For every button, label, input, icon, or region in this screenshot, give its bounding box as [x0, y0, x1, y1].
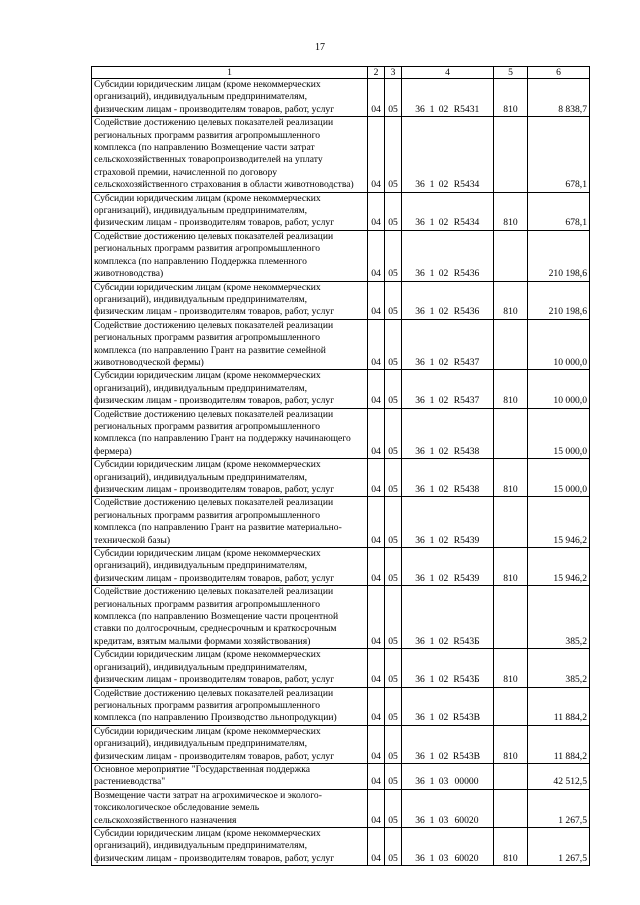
- row-description: [92, 763, 368, 789]
- description-line: страховой премии, начисленной по договору: [94, 166, 278, 178]
- description-line: организаций), индивидуальным предпринимателям,: [94, 471, 307, 483]
- target-article-part: R543Б: [453, 674, 480, 686]
- target-article-part: 02: [438, 268, 449, 280]
- target-article-code: [402, 548, 494, 586]
- target-article-part: 60020: [454, 852, 479, 864]
- subsection-code: 05: [385, 687, 402, 725]
- description-line: организаций), индивидуальным предпринимателям,: [94, 91, 307, 103]
- target-article-part: 02: [438, 712, 449, 724]
- description-line: организаций), индивидуальным предпринимателям,: [94, 738, 307, 750]
- description-line: Содействие достижению целевых показателей реализации: [94, 687, 334, 699]
- target-article-part: R5434: [453, 217, 480, 229]
- target-article-part: 36: [415, 356, 425, 368]
- amount: 1 267,5: [528, 827, 590, 865]
- subsection-code: 05: [385, 649, 402, 687]
- target-article-part: R5439: [453, 572, 480, 584]
- target-article-code: [402, 497, 494, 548]
- description-line: физическим лицам - производителям товаров, работ, услуг: [94, 217, 335, 229]
- description-line: региональных программ развития агропромышленного: [94, 509, 321, 521]
- amount: 11 884,2: [528, 687, 590, 725]
- description-line: Субсидии юридическим лицам (кроме некоммерческих: [94, 192, 321, 204]
- description-line: кредитам, взятым малыми формами хозяйствования): [94, 635, 311, 647]
- expense-type-code: 810: [494, 548, 528, 586]
- description-line: Субсидии юридическим лицам (кроме некоммерческих: [94, 649, 321, 661]
- target-article-part: 36: [415, 776, 425, 788]
- description-line: комплекса (по направлению Возмещение части затрат: [94, 142, 315, 154]
- description-line: организаций), индивидуальным предпринимателям,: [94, 840, 307, 852]
- section-code: 04: [368, 281, 385, 319]
- target-article-part: 02: [438, 572, 449, 584]
- target-article-part: R5436: [453, 306, 480, 318]
- target-article-part: 1: [429, 534, 435, 546]
- table-row: [92, 497, 590, 548]
- description-line: Субсидии юридическим лицам (кроме некоммерческих: [94, 459, 321, 471]
- subsection-code: 05: [385, 586, 402, 649]
- page-number: 17: [315, 42, 325, 53]
- expense-type-code: 810: [494, 459, 528, 497]
- target-article-part: R5434: [453, 179, 480, 191]
- target-article-code: [402, 192, 494, 230]
- description-line: Субсидии юридическим лицам (кроме некоммерческих: [94, 79, 321, 90]
- description-line: комплекса (по направлению Производство льнопродукции): [94, 712, 337, 724]
- amount: 15 946,2: [528, 548, 590, 586]
- subsection-code: 05: [385, 827, 402, 865]
- description-line: региональных программ развития агропромышленного: [94, 699, 321, 711]
- amount: 678,1: [528, 117, 590, 192]
- subsection-code: 05: [385, 79, 402, 117]
- target-article-code: [402, 725, 494, 763]
- target-article-part: 03: [438, 776, 449, 788]
- amount: 10 000,0: [528, 370, 590, 408]
- section-code: 04: [368, 789, 385, 827]
- expense-type-code: 810: [494, 725, 528, 763]
- target-article-code: [402, 370, 494, 408]
- target-article-part: 1: [429, 268, 435, 280]
- description-line: организаций), индивидуальным предпринимателям,: [94, 560, 307, 572]
- row-description: [92, 117, 368, 192]
- description-line: Содействие достижению целевых показателей реализации: [94, 319, 334, 331]
- target-article-part: 02: [438, 179, 449, 191]
- description-line: Содействие достижению целевых показателей реализации: [94, 497, 334, 509]
- description-line: региональных программ развития агропромышленного: [94, 243, 321, 255]
- header-cell: 5: [494, 67, 528, 79]
- section-code: 04: [368, 586, 385, 649]
- section-code: 04: [368, 79, 385, 117]
- description-line: организаций), индивидуальным предпринимателям,: [94, 293, 307, 305]
- description-line: физическим лицам - производителям товаров, работ, услуг: [94, 674, 335, 686]
- description-line: Субсидии юридическим лицам (кроме некоммерческих: [94, 827, 321, 839]
- target-article-part: 1: [429, 306, 435, 318]
- expense-type-code: [494, 789, 528, 827]
- target-article-part: 00000: [454, 776, 479, 788]
- table-row: [92, 586, 590, 649]
- row-description: [92, 586, 368, 649]
- row-description: [92, 408, 368, 459]
- target-article-part: 36: [415, 674, 425, 686]
- subsection-code: 05: [385, 281, 402, 319]
- header-cell: 3: [385, 67, 402, 79]
- expense-type-code: [494, 408, 528, 459]
- expense-type-code: [494, 497, 528, 548]
- description-line: Содействие достижению целевых показателей реализации: [94, 117, 334, 129]
- section-code: 04: [368, 319, 385, 370]
- description-line: физическим лицам - производителям товаров, работ, услуг: [94, 395, 335, 407]
- header-row: [92, 67, 590, 79]
- header-cell: 4: [402, 67, 494, 79]
- expense-type-code: 810: [494, 649, 528, 687]
- section-code: 04: [368, 497, 385, 548]
- subsection-code: 05: [385, 370, 402, 408]
- target-article-part: 36: [415, 445, 425, 457]
- description-line: технической базы): [94, 534, 171, 546]
- description-line: фермера): [94, 445, 132, 457]
- target-article-part: 36: [415, 179, 425, 191]
- description-line: животноводческой фермы): [94, 356, 204, 368]
- target-article-part: 1: [429, 674, 435, 686]
- target-article-part: 36: [415, 572, 425, 584]
- target-article-part: 02: [438, 534, 449, 546]
- subsection-code: 05: [385, 117, 402, 192]
- description-line: Содействие достижению целевых показателей реализации: [94, 408, 334, 420]
- table-row: [92, 548, 590, 586]
- target-article-part: 1: [429, 635, 435, 647]
- target-article-part: R543В: [452, 750, 481, 762]
- subsection-code: 05: [385, 459, 402, 497]
- target-article-part: 1: [429, 445, 435, 457]
- target-article-code: [402, 789, 494, 827]
- description-line: региональных программ развития агропромышленного: [94, 420, 321, 432]
- row-description: [92, 192, 368, 230]
- target-article-part: 1: [429, 572, 435, 584]
- target-article-part: 1: [429, 103, 435, 115]
- target-article-part: 36: [415, 268, 425, 280]
- description-line: Субсидии юридическим лицам (кроме некоммерческих: [94, 725, 321, 737]
- target-article-part: 02: [438, 674, 449, 686]
- target-article-part: 1: [429, 217, 435, 229]
- section-code: 04: [368, 230, 385, 281]
- description-line: физическим лицам - производителям товаров, работ, услуг: [94, 750, 335, 762]
- table-row: [92, 319, 590, 370]
- row-description: [92, 370, 368, 408]
- subsection-code: 05: [385, 192, 402, 230]
- amount: 385,2: [528, 649, 590, 687]
- target-article-part: 02: [438, 356, 449, 368]
- target-article-part: 1: [429, 484, 435, 495]
- expense-type-code: 810: [494, 281, 528, 319]
- amount: 42 512,5: [528, 763, 590, 789]
- target-article-part: 1: [429, 750, 435, 762]
- target-article-part: 1: [429, 852, 435, 864]
- target-article-part: R543Б: [453, 635, 480, 647]
- subsection-code: 05: [385, 789, 402, 827]
- amount: 10 000,0: [528, 319, 590, 370]
- table-row: [92, 827, 590, 865]
- amount: 15 000,0: [528, 459, 590, 497]
- target-article-part: R5438: [453, 445, 480, 457]
- expense-type-code: [494, 230, 528, 281]
- budget-table: [91, 66, 590, 866]
- subsection-code: 05: [385, 408, 402, 459]
- description-line: региональных программ развития агропромышленного: [94, 129, 321, 141]
- target-article-code: [402, 649, 494, 687]
- subsection-code: 05: [385, 725, 402, 763]
- row-description: [92, 649, 368, 687]
- amount: 1 267,5: [528, 789, 590, 827]
- header-cell: 6: [528, 67, 590, 79]
- section-code: 04: [368, 725, 385, 763]
- target-article-part: 02: [438, 103, 449, 115]
- table-row: [92, 789, 590, 827]
- target-article-part: 02: [438, 445, 449, 457]
- target-article-part: 36: [415, 814, 425, 826]
- row-description: [92, 497, 368, 548]
- expense-type-code: [494, 117, 528, 192]
- description-line: Возмещение части затрат на агрохимическое и эколого-: [94, 789, 322, 801]
- amount: 678,1: [528, 192, 590, 230]
- description-line: физическим лицам - производителям товаров, работ, услуг: [94, 306, 335, 318]
- subsection-code: 05: [385, 497, 402, 548]
- amount: 15 000,0: [528, 408, 590, 459]
- description-line: Основное мероприятие "Государственная поддержка: [94, 763, 311, 775]
- row-description: [92, 687, 368, 725]
- table-row: [92, 687, 590, 725]
- target-article-part: 36: [415, 534, 425, 546]
- target-article-part: 36: [415, 306, 425, 318]
- description-line: Субсидии юридическим лицам (кроме некоммерческих: [94, 548, 321, 560]
- description-line: Субсидии юридическим лицам (кроме некоммерческих: [94, 370, 321, 382]
- row-description: [92, 319, 368, 370]
- description-line: организаций), индивидуальным предпринимателям,: [94, 205, 307, 217]
- target-article-code: [402, 687, 494, 725]
- header-cell: 1: [92, 67, 368, 79]
- target-article-part: R5437: [453, 395, 480, 407]
- description-line: региональных программ развития агропромышленного: [94, 598, 321, 610]
- target-article-part: 36: [415, 484, 425, 495]
- target-article-part: 36: [415, 852, 425, 864]
- section-code: 04: [368, 548, 385, 586]
- amount: 210 198,6: [528, 230, 590, 281]
- table-body: [92, 79, 590, 866]
- section-code: 04: [368, 827, 385, 865]
- expense-type-code: 810: [494, 192, 528, 230]
- amount: 210 198,6: [528, 281, 590, 319]
- target-article-part: 02: [438, 217, 449, 229]
- target-article-code: [402, 459, 494, 497]
- amount: 15 946,2: [528, 497, 590, 548]
- subsection-code: 05: [385, 319, 402, 370]
- table-row: [92, 649, 590, 687]
- target-article-part: 1: [429, 814, 435, 826]
- section-code: 04: [368, 687, 385, 725]
- expense-type-code: [494, 319, 528, 370]
- target-article-part: 36: [415, 217, 425, 229]
- description-line: комплекса (по направлению Поддержка племенного: [94, 255, 307, 267]
- target-article-code: [402, 117, 494, 192]
- target-article-part: 02: [438, 306, 449, 318]
- target-article-part: 36: [415, 635, 425, 647]
- description-line: физическим лицам - производителям товаров, работ, услуг: [94, 103, 335, 115]
- section-code: 04: [368, 649, 385, 687]
- table-row: [92, 117, 590, 192]
- table-row: [92, 79, 590, 117]
- target-article-part: 36: [415, 103, 425, 115]
- description-line: физическим лицам - производителям товаров, работ, услуг: [94, 484, 335, 495]
- description-line: организаций), индивидуальным предпринимателям,: [94, 382, 307, 394]
- target-article-code: [402, 827, 494, 865]
- row-description: [92, 459, 368, 497]
- target-article-part: 1: [429, 179, 435, 191]
- description-line: комплекса (по направлению Возмещение части процентной: [94, 611, 339, 623]
- target-article-part: 03: [438, 814, 449, 826]
- expense-type-code: [494, 687, 528, 725]
- expense-type-code: 810: [494, 370, 528, 408]
- row-description: [92, 725, 368, 763]
- target-article-part: 1: [429, 776, 435, 788]
- section-code: 04: [368, 192, 385, 230]
- description-line: комплекса (по направлению Грант на развитие материально-: [94, 522, 342, 534]
- amount: 11 884,2: [528, 725, 590, 763]
- amount: 385,2: [528, 586, 590, 649]
- amount: 8 838,7: [528, 79, 590, 117]
- row-description: [92, 281, 368, 319]
- row-description: [92, 230, 368, 281]
- target-article-code: [402, 763, 494, 789]
- target-article-part: R5436: [453, 268, 480, 280]
- expense-type-code: [494, 763, 528, 789]
- target-article-code: [402, 408, 494, 459]
- header-cell: 2: [368, 67, 385, 79]
- section-code: 04: [368, 763, 385, 789]
- target-article-code: [402, 586, 494, 649]
- description-line: сельскохозяйственного назначения: [94, 814, 237, 826]
- target-article-part: 36: [415, 395, 425, 407]
- target-article-part: R5431: [453, 103, 480, 115]
- row-description: [92, 548, 368, 586]
- subsection-code: 05: [385, 230, 402, 281]
- row-description: [92, 827, 368, 865]
- description-line: токсикологическое обследование земель: [94, 802, 260, 814]
- target-article-code: [402, 319, 494, 370]
- description-line: физическим лицам - производителям товаров, работ, услуг: [94, 572, 335, 584]
- table-row: [92, 370, 590, 408]
- target-article-part: R5438: [453, 484, 480, 495]
- target-article-code: [402, 281, 494, 319]
- target-article-part: R5437: [453, 356, 480, 368]
- section-code: 04: [368, 370, 385, 408]
- description-line: Субсидии юридическим лицам (кроме некоммерческих: [94, 281, 321, 293]
- expense-type-code: [494, 586, 528, 649]
- description-line: комплекса (по направлению Грант на развитие семейной: [94, 344, 326, 356]
- description-line: организаций), индивидуальным предпринимателям,: [94, 661, 307, 673]
- table-row: [92, 281, 590, 319]
- target-article-part: 02: [438, 750, 449, 762]
- target-article-part: 60020: [454, 814, 479, 826]
- target-article-part: 03: [438, 852, 449, 864]
- table-row: [92, 763, 590, 789]
- target-article-code: [402, 79, 494, 117]
- target-article-part: 02: [438, 395, 449, 407]
- description-line: региональных программ развития агропромышленного: [94, 332, 321, 344]
- description-line: сельскохозяйственного страхования в области животноводства): [94, 179, 354, 191]
- row-description: [92, 79, 368, 117]
- description-line: Содействие достижению целевых показателей реализации: [94, 586, 334, 598]
- description-line: физическим лицам - производителям товаров, работ, услуг: [94, 852, 335, 864]
- target-article-part: 36: [415, 712, 425, 724]
- description-line: животноводства): [94, 268, 164, 280]
- subsection-code: 05: [385, 763, 402, 789]
- target-article-part: R543В: [452, 712, 481, 724]
- table-row: [92, 230, 590, 281]
- table-row: [92, 459, 590, 497]
- section-code: 04: [368, 117, 385, 192]
- target-article-part: 1: [429, 712, 435, 724]
- section-code: 04: [368, 459, 385, 497]
- target-article-part: 02: [438, 635, 449, 647]
- description-line: сельскохозяйственных товаропроизводителей на уплату: [94, 154, 323, 166]
- description-line: комплекса (по направлению Грант на поддержку начинающего: [94, 433, 351, 445]
- row-description: [92, 789, 368, 827]
- target-article-code: [402, 230, 494, 281]
- expense-type-code: 810: [494, 79, 528, 117]
- target-article-part: 1: [429, 356, 435, 368]
- description-line: Содействие достижению целевых показателей реализации: [94, 230, 334, 242]
- expense-type-code: 810: [494, 827, 528, 865]
- description-line: растениеводства": [94, 776, 166, 788]
- description-line: ставки по долгосрочным, среднесрочным и краткосрочным: [94, 623, 337, 635]
- table-row: [92, 408, 590, 459]
- section-code: 04: [368, 408, 385, 459]
- target-article-part: 36: [415, 750, 425, 762]
- table-row: [92, 725, 590, 763]
- table-row: [92, 192, 590, 230]
- target-article-part: 02: [438, 484, 449, 495]
- target-article-part: 1: [429, 395, 435, 407]
- target-article-part: R5439: [453, 534, 480, 546]
- subsection-code: 05: [385, 548, 402, 586]
